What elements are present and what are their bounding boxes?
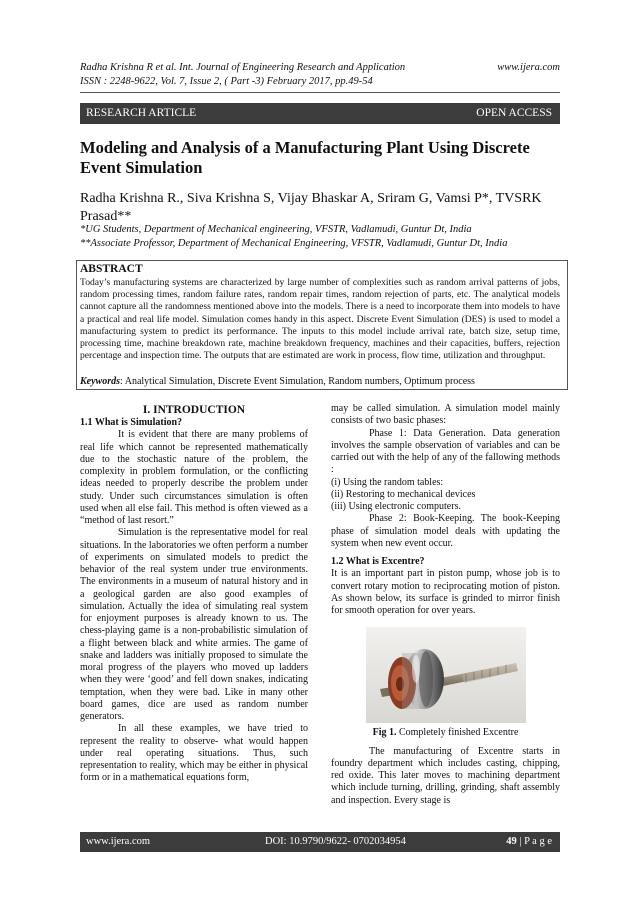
paragraph: It is an important part in piston pump, whose job is to convert rotary motion to reciprocating motion of piston. As shown below, its surface is grinded to mirror finish for smooth operation for over years. xyxy=(331,568,560,616)
paragraph: In all these examples, we have tried to represent the reality to observe- what would happen under real operating situations. Thus, such representation to reality, which may be either in physical form or in a mathematical equations form, xyxy=(80,723,308,784)
figure-label: Fig 1. xyxy=(372,727,397,739)
excentre-illustration xyxy=(366,627,526,723)
abstract-text: Today’s manufacturing systems are characterized by large number of complexities such as random arrival patterns of jobs, random processing times, random failure rates, random repair times, random rejection of parts, etc. The analytical models cannot capture all the randomness mentioned above into the models. There is a need to incorporate them into models to have a practical and real life model. Simulation comes handy in this aspect. Discrete Event Simulation (DES) is used to model a manufacturing system to predict its performance. The inputs to this model include arrival rate, batch size, setup time, processing time, machine breakdown rate, machine breakdown frequency, machines and their capacities, buffers, rejection percentage and inspection time. The outputs that are estimated are work in process, flow time, utilization and throughput. xyxy=(80,277,560,362)
article-type-banner xyxy=(80,103,560,124)
affiliation-students: *UG Students, Department of Mechanical engineering, VFSTR, Vadlamudi, Guntur Dt, India xyxy=(80,224,472,235)
footer-website[interactable]: www.ijera.com xyxy=(86,836,151,847)
page-footer xyxy=(80,832,560,852)
paragraph-phase-1: Phase 1: Data Generation. Data generation involves the sample observation of variables and can be carried out with the help of any of the fallowing methods : xyxy=(331,427,560,476)
list-item: (ii) Restoring to mechanical devices xyxy=(331,488,476,500)
journal-website[interactable]: www.ijera.com xyxy=(497,62,560,73)
page-number: 49 xyxy=(506,836,517,847)
access-label: OPEN ACCESS xyxy=(476,107,552,119)
keywords-label: Keywords xyxy=(80,376,120,387)
affiliation-professor: **Associate Professor, Department of Mechanical Engineering, VFSTR, Vadlamudi, Guntur Dt, India xyxy=(80,238,508,249)
excentre-photo xyxy=(366,627,526,723)
figure-caption xyxy=(331,727,560,739)
header-divider xyxy=(80,92,560,93)
issn-line: ISSN : 2248-9622, Vol. 7, Issue 2, ( Part -3) February 2017, pp.49-54 xyxy=(80,76,373,87)
keywords-text: : Analytical Simulation, Discrete Event Simulation, Random numbers, Optimum process xyxy=(120,376,475,387)
subsection-heading-excentre: 1.2 What is Excentre? xyxy=(331,556,425,567)
article-type-label: RESEARCH ARTICLE xyxy=(86,107,197,119)
left-column xyxy=(80,403,308,785)
page-suffix: | P a g e xyxy=(516,836,552,847)
paragraph-phase-2: Phase 2: Book-Keeping. The book-Keeping phase of simulation model deals with updating the system when new event occur. xyxy=(331,513,560,549)
footer-page-number xyxy=(506,836,552,847)
subsection-heading-simulation: 1.1 What is Simulation? xyxy=(80,417,183,428)
list-item: (iii) Using electronic computers. xyxy=(331,501,461,512)
journal-citation: Radha Krishna R et al. Int. Journal of Engineering Research and Application xyxy=(80,62,406,73)
paragraph: The manufacturing of Excentre starts in foundry department which includes casting, chipping, red oxide. This later moves to machining department which include turning, drilling, grinding, shaft assembly and inspection. Every stage is xyxy=(331,745,560,806)
footer-doi[interactable]: DOI: 10.9790/9622- 0702034954 xyxy=(265,836,406,847)
paragraph: Simulation is the representative model for real situations. In the laboratories we often perform a number of experiments on simulated models to predict the behavior of the real system under true environments. The environments in a museum of natural history and in a geological garden are also good examples of simulation. Actually the idea of simulating real system for enjoyment purposes is already known to us. The chess-playing game is a non-probabilistic simulation of a flight between black and white armies. The game of snake and ladders was initially proposed to simulate the moral progress of the players who moved up ladders when they were ‘good’ and fell down snakes, indicating temptation, when they were bad. Like in many other board games, dice are used as random number generators. xyxy=(80,527,308,722)
figure-caption-text: Completely finished Excentre xyxy=(396,727,519,739)
author-list: Radha Krishna R., Siva Krishna S, Vijay Bhaskar A, Sriram G, Vamsi P*, TVSRK Prasad** xyxy=(80,191,542,224)
section-heading-introduction: I. INTRODUCTION xyxy=(142,404,246,416)
paragraph: may be called simulation. A simulation model mainly consists of two basic phases: xyxy=(331,403,560,427)
running-header xyxy=(80,62,560,76)
paragraph: It is evident that there are many problems of real life which cannot be represented mathematically due to the stochastic nature of the problem, the complexity in problem formulation, or the conflicting ideas needed to properly describe the problem under study. Under such circumstances simulation is often used when all else fail. This method is often viewed as a “method of last resort.” xyxy=(80,429,308,526)
list-item: (i) Using the random tables: xyxy=(331,476,444,488)
abstract-heading: ABSTRACT xyxy=(80,263,143,275)
paper-title: Modeling and Analysis of a Manufacturing Plant Using Discrete Event Simulation xyxy=(80,138,530,177)
right-column xyxy=(331,403,560,807)
keywords-line xyxy=(80,376,560,387)
